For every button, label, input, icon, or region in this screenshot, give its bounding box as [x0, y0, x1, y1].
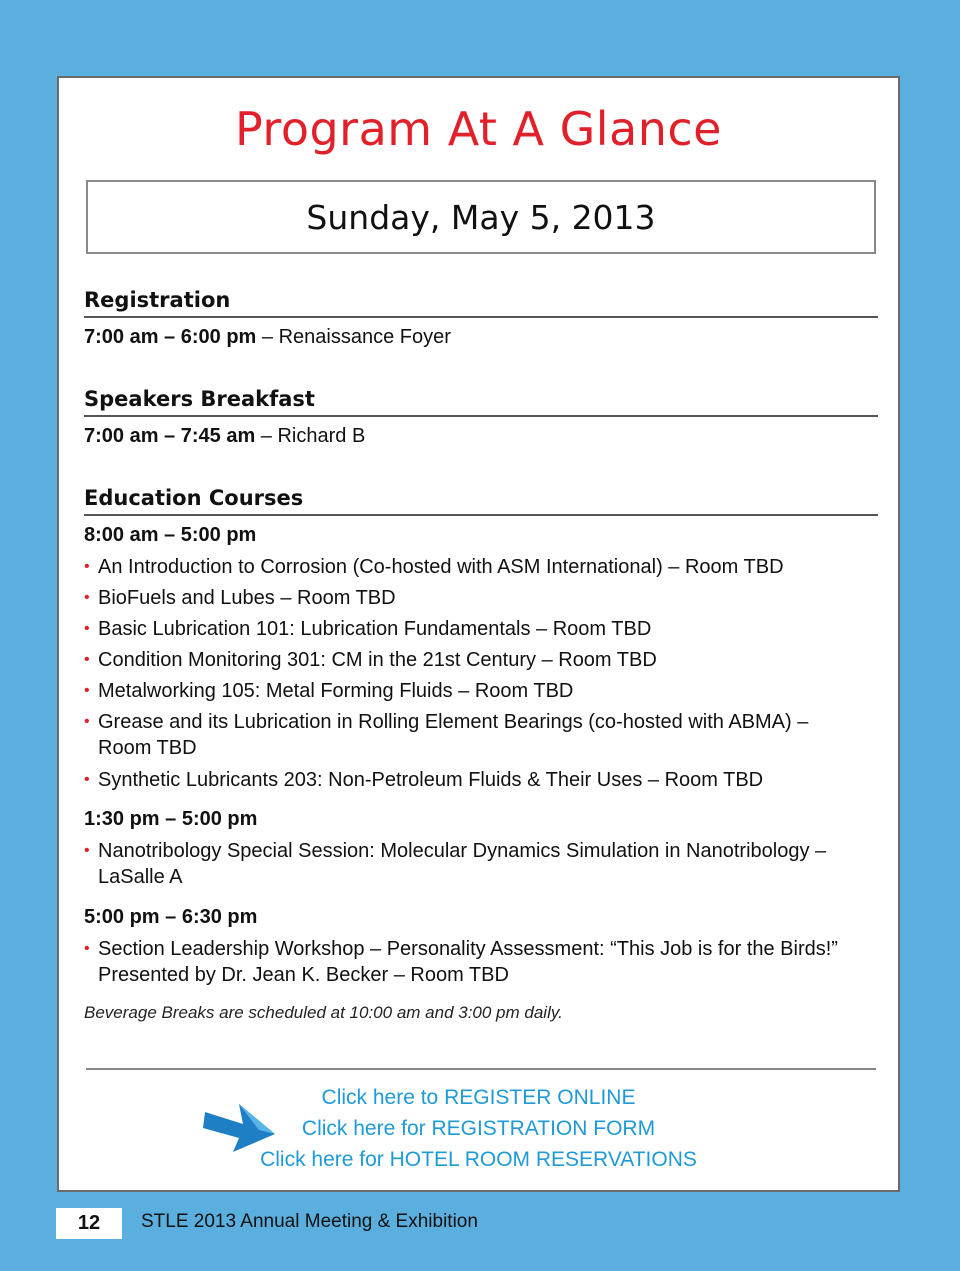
- list-item: • Nanotribology Special Session: Molecular Dynamics Simulation in Nanotribology – LaSalle A: [84, 838, 864, 890]
- list-item: • An Introduction to Corrosion (Co-hosted with ASM International) – Room TBD: [84, 554, 864, 580]
- registration-line: [84, 326, 451, 349]
- section-heading-breakfast: Speakers Breakfast: [84, 387, 878, 417]
- links-block: [59, 1082, 898, 1175]
- list-item: • Basic Lubrication 101: Lubrication Fundamentals – Room TBD: [84, 616, 864, 642]
- registration-form-link[interactable]: Click here for REGISTRATION FORM: [301, 1117, 656, 1140]
- list-item: • Section Leadership Workshop – Personality Assessment: “This Job is for the Birds!” Presented by Dr. Jean K. Becker – Room TBD: [84, 936, 854, 988]
- education-time-slot-3: 5:00 pm – 6:30 pm: [84, 906, 258, 928]
- breakfast-time: 7:00 am – 7:45 am: [84, 425, 256, 447]
- footer-title: STLE 2013 Annual Meeting & Exhibition: [141, 1211, 478, 1232]
- date-label: Sunday, May 5, 2013: [306, 197, 656, 237]
- page-title: Program At A Glance: [235, 102, 722, 156]
- beverage-note: Beverage Breaks are scheduled at 10:00 am and 3:00 pm daily.: [84, 1003, 563, 1022]
- page-number: 12: [56, 1208, 122, 1239]
- education-time-slot-1: 8:00 am – 5:00 pm: [84, 524, 257, 546]
- education-time-slot-2: 1:30 pm – 5:00 pm: [84, 808, 258, 830]
- list-item: • Metalworking 105: Metal Forming Fluids – Room TBD: [84, 678, 864, 704]
- register-online-link[interactable]: Click here to REGISTER ONLINE: [321, 1086, 636, 1109]
- section-heading-education: Education Courses: [84, 486, 878, 516]
- section-heading-registration: Registration: [84, 288, 878, 318]
- list-item: • Condition Monitoring 301: CM in the 21st Century – Room TBD: [84, 647, 864, 673]
- program-page: [57, 76, 900, 1192]
- breakfast-line: [84, 425, 365, 448]
- hotel-reservations-link[interactable]: Click here for HOTEL ROOM RESERVATIONS: [260, 1148, 697, 1171]
- date-box: [86, 180, 876, 254]
- registration-time: 7:00 am – 6:00 pm: [84, 326, 257, 348]
- list-item: • Synthetic Lubricants 203: Non-Petroleum Fluids & Their Uses – Room TBD: [84, 767, 864, 793]
- breakfast-location: – Richard B: [255, 425, 366, 447]
- list-item: • BioFuels and Lubes – Room TBD: [84, 585, 864, 611]
- divider: [86, 1068, 876, 1070]
- list-item: • Grease and its Lubrication in Rolling Element Bearings (co-hosted with ABMA) – Room TBD: [84, 709, 864, 761]
- registration-location: – Renaissance Foyer: [256, 326, 451, 348]
